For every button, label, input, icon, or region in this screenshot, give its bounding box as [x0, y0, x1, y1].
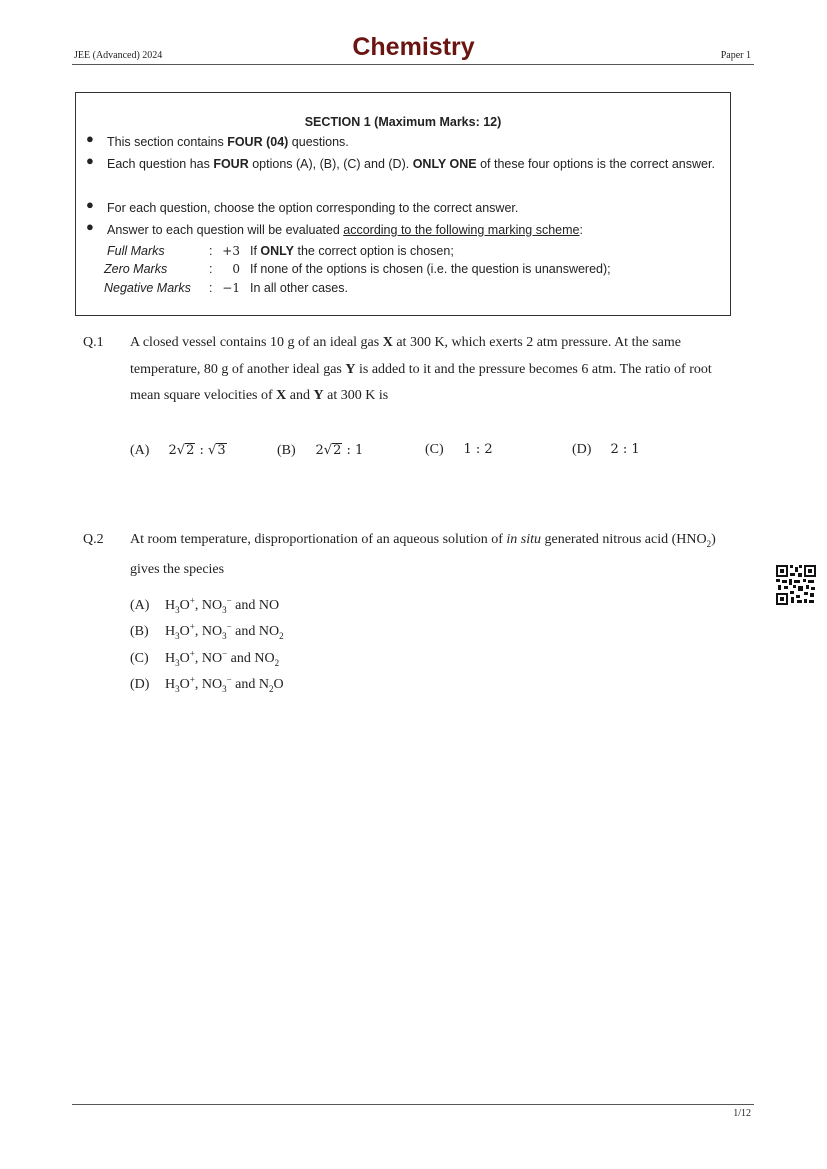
- sub: 3: [222, 630, 227, 641]
- footer-divider: [72, 1104, 754, 1105]
- sep: ,: [194, 597, 202, 613]
- sp: H: [165, 650, 176, 666]
- option-label: (B): [277, 443, 296, 458]
- q2-text-1: At room temperature, disproportionation of an aqueous solution of: [130, 532, 507, 547]
- sup: +: [189, 648, 195, 658]
- sep: ,: [194, 650, 202, 666]
- sp: O: [179, 650, 190, 666]
- q2-italic: in situ: [506, 532, 541, 547]
- sep: ,: [194, 623, 202, 639]
- sep: ,: [194, 676, 202, 692]
- b2-pre: Each question has: [107, 157, 214, 171]
- sep: and: [231, 623, 259, 639]
- bullet-icon: ●: [86, 153, 94, 168]
- b4-pre: Answer to each question will be evaluated: [107, 223, 344, 237]
- q2-text-2: generated nitrous acid (HNO: [541, 532, 707, 547]
- sup: +: [189, 595, 195, 605]
- q1-text-5: at 300 K is: [323, 388, 389, 403]
- sp: H: [165, 623, 176, 639]
- sup: −: [226, 621, 232, 631]
- ratio-rest: : 1: [342, 443, 364, 458]
- question-2-text: [130, 527, 738, 584]
- sup: −: [226, 674, 232, 684]
- sup: +: [189, 621, 195, 631]
- sp: NO: [258, 623, 280, 639]
- sep: and: [231, 676, 259, 692]
- sp: O: [273, 676, 284, 692]
- b4-post: :: [579, 223, 583, 237]
- mark-desc-pre: If: [250, 244, 261, 258]
- sp: O: [179, 597, 190, 613]
- sub: 3: [222, 604, 227, 615]
- sp: N: [258, 676, 269, 692]
- mark-desc: In all other cases.: [250, 281, 348, 295]
- ratio-sep: :: [195, 443, 209, 458]
- gas-y: Y: [345, 361, 356, 377]
- option-d-species: [165, 674, 284, 694]
- q1-text-4: and: [286, 388, 314, 403]
- option-c-value: 1 : 2: [463, 442, 493, 457]
- sp: NO: [258, 597, 280, 613]
- marking-row-zero: [76, 262, 730, 280]
- option-a-value: 2√2 : √3: [168, 443, 226, 458]
- q1-text-3: is added to it and the pressure becomes 6 atm. The ratio of root mean square velocities of: [130, 361, 712, 403]
- bullet-icon: ●: [86, 131, 94, 146]
- mark-value: −1: [222, 281, 240, 295]
- mark-desc: If none of the options is chosen (i.e. the question is unanswered);: [250, 262, 611, 276]
- q2-option-d[interactable]: [130, 674, 284, 693]
- mark-colon: :: [209, 244, 213, 258]
- b2-mid: options (A), (B), (C) and (D).: [248, 157, 413, 171]
- option-label: (C): [130, 650, 149, 666]
- sep: and: [231, 597, 259, 613]
- q2-option-c[interactable]: [130, 648, 279, 667]
- q1-option-c[interactable]: [425, 442, 493, 458]
- qr-code-icon: [776, 565, 816, 605]
- option-b-species: [165, 621, 284, 641]
- mark-colon: :: [209, 281, 213, 295]
- sub: 3: [175, 604, 180, 615]
- option-b-value: 2√2 : 1: [315, 443, 364, 458]
- sup: −: [226, 595, 232, 605]
- question-1-text: [130, 330, 738, 410]
- radicand: 2: [186, 443, 195, 458]
- bullet-icon: ●: [86, 197, 94, 212]
- option-c-species: [165, 648, 280, 668]
- b2-bold-1: FOUR: [213, 157, 249, 171]
- sub: 2: [268, 683, 274, 694]
- sub: 3: [175, 630, 180, 641]
- option-a-species: [165, 595, 280, 615]
- sp: H: [165, 597, 176, 613]
- gas-x: X: [276, 388, 287, 403]
- sp: NO: [201, 597, 223, 613]
- option-d-value: 2 : 1: [610, 442, 640, 457]
- b2-post: of these four options is the correct answer.: [476, 157, 715, 171]
- mark-colon: :: [209, 262, 213, 276]
- radicand: 3: [217, 443, 226, 458]
- paper-label: Paper 1: [720, 50, 751, 61]
- mark-label: Full Marks: [107, 244, 165, 258]
- section-instructions-box: [75, 92, 731, 316]
- mark-desc: [250, 244, 454, 258]
- q2-option-a[interactable]: [130, 595, 279, 614]
- section-title: SECTION 1 (Maximum Marks: 12): [304, 115, 502, 129]
- coef: 2: [315, 443, 324, 458]
- sp: O: [179, 623, 190, 639]
- q1-option-b[interactable]: [277, 443, 363, 459]
- q1-option-a[interactable]: [130, 443, 227, 459]
- b2-bold-2: ONLY ONE: [412, 157, 477, 171]
- q2-sub: 2: [706, 538, 712, 549]
- mark-label: Negative Marks: [104, 281, 191, 295]
- option-label: (A): [130, 597, 150, 613]
- option-label: (A): [130, 443, 150, 458]
- option-label: (D): [572, 442, 592, 457]
- sp: O: [179, 676, 190, 692]
- sep: and: [227, 650, 255, 666]
- q2-text-3: ) gives the species: [130, 532, 716, 578]
- question-2-number: Q.2: [83, 532, 104, 547]
- question-1-number: Q.1: [83, 335, 104, 350]
- q2-option-b[interactable]: [130, 621, 284, 640]
- page-number: 1/12: [733, 1108, 751, 1119]
- sup: +: [189, 674, 195, 684]
- sub: 3: [175, 683, 180, 694]
- mark-desc-bold: ONLY: [260, 244, 294, 258]
- b1-post: questions.: [288, 135, 349, 149]
- marking-row-full: [76, 244, 730, 262]
- gas-x: X: [382, 335, 393, 350]
- subject-title: Chemistry: [352, 33, 475, 61]
- mark-value: +3: [222, 244, 240, 258]
- sub: 2: [279, 630, 284, 641]
- sp: NO: [201, 650, 223, 666]
- sp: NO: [254, 650, 275, 666]
- radicand: 2: [333, 443, 342, 458]
- q1-text-1: A closed vessel contains 10 g of an ideal gas: [130, 335, 383, 350]
- sp: NO: [201, 623, 223, 639]
- sp: H: [165, 676, 176, 692]
- header-divider: [72, 64, 754, 65]
- marking-row-negative: [76, 281, 730, 299]
- mark-label: Zero Marks: [104, 262, 168, 276]
- mark-desc-post: the correct option is chosen;: [294, 244, 454, 258]
- option-label: (B): [130, 623, 149, 639]
- coef: 2: [168, 443, 177, 458]
- q1-option-d[interactable]: [572, 442, 640, 458]
- b3-text: For each question, choose the option corresponding to the correct answer.: [107, 201, 519, 215]
- option-label: (C): [425, 442, 444, 457]
- q1-text-2: at 300 K, which exerts 2 atm pressure. At the same temperature, 80 g of another ideal gas: [130, 335, 681, 377]
- b1-pre: This section contains: [107, 135, 228, 149]
- gas-y: Y: [313, 388, 324, 403]
- exam-name: JEE (Advanced) 2024: [74, 50, 163, 61]
- mark-value: 0: [232, 262, 240, 276]
- option-label: (D): [130, 676, 150, 692]
- sub: 3: [222, 683, 227, 694]
- sup: −: [222, 648, 228, 658]
- b1-bold: FOUR (04): [227, 135, 289, 149]
- b4-underlined: according to the following marking scheme: [343, 223, 580, 237]
- bullet-icon: ●: [86, 219, 94, 234]
- sp: NO: [201, 676, 223, 692]
- sub: 3: [175, 657, 180, 668]
- sub: 2: [274, 657, 280, 668]
